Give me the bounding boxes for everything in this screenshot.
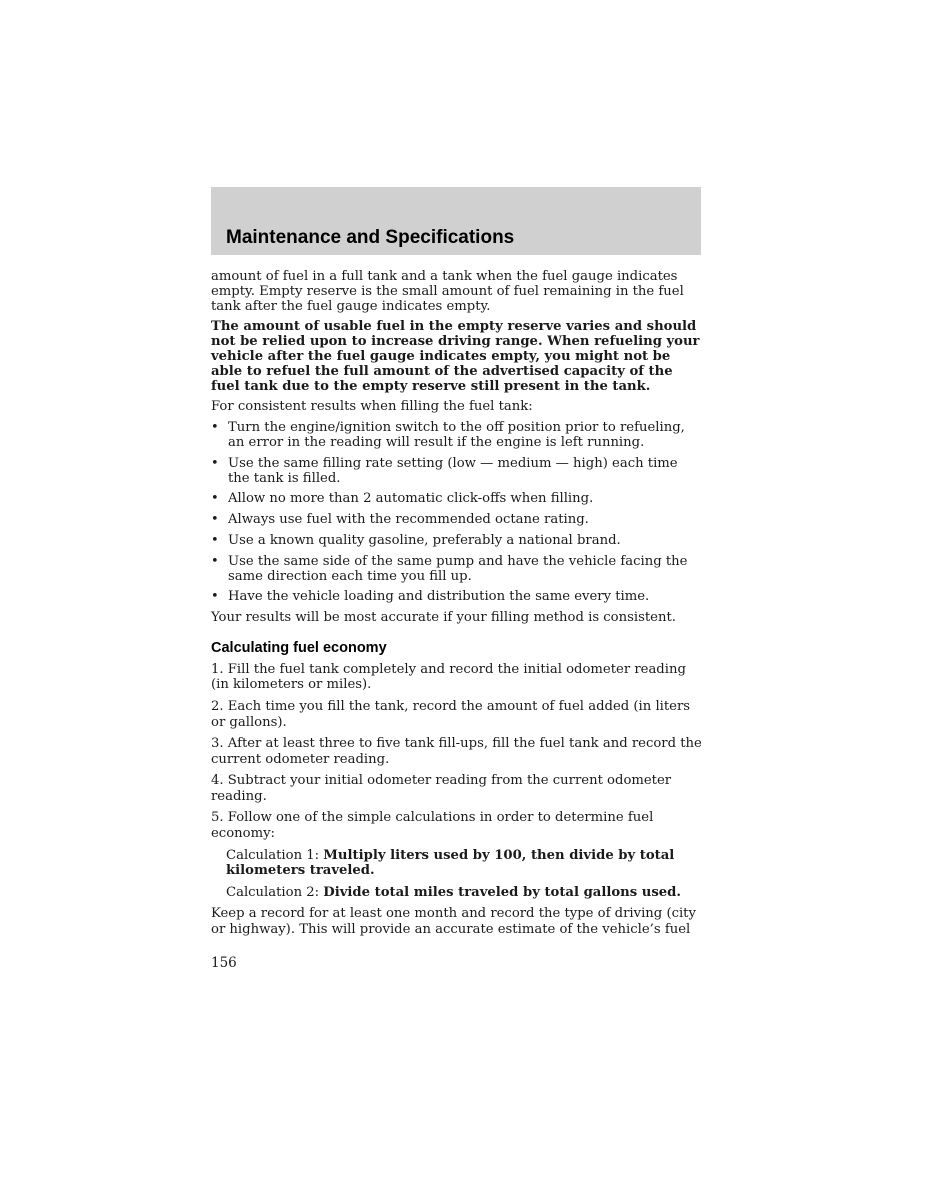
list-item-text: Turn the engine/ignition switch to the off position prior to refueling, an error in the reading will result if the engine is left running.	[228, 420, 685, 450]
list-item-text: Allow no more than 2 automatic click-offs when filling.	[228, 491, 594, 507]
list-item-text: Use the same side of the same pump and have the vehicle facing the same direction each time you fill up.	[228, 553, 688, 584]
calculation-steps	[211, 662, 703, 842]
calculation-1	[211, 848, 703, 879]
list-item	[211, 492, 703, 507]
section-title: Maintenance and Specifications	[226, 227, 515, 248]
subsection-heading: Calculating fuel economy	[211, 639, 387, 656]
calculation-1-label: Calculation 1:	[226, 847, 324, 863]
intro-continuation: amount of fuel in a full tank and a tank when the fuel gauge indicates empty. Empty reserve is the small amount of fuel remaining in the fuel tank after the fuel gauge indicates empty.	[211, 269, 684, 314]
section-header-band	[211, 187, 701, 255]
page-number: 156	[211, 955, 237, 971]
bullet-icon: •	[211, 455, 219, 471]
results-note: Your results will be most accurate if your filling method is consistent.	[211, 610, 676, 626]
calculation-2-text: Divide total miles traveled by total gallons used.	[323, 884, 681, 900]
list-item	[211, 534, 703, 549]
step-item: 5. Follow one of the simple calculations in order to determine fuel economy:	[211, 810, 654, 842]
fueling-tips-list	[211, 421, 703, 605]
list-item	[211, 421, 703, 451]
empty-reserve-warning: The amount of usable fuel in the empty reserve varies and should not be relied upon to increase driving range. When refueling your vehicle after the fuel gauge indicates empty, you might not be able to refuel the full amount of the advertised capacity of the fuel tank due to the empty reserve still present in the tank.	[211, 319, 700, 394]
step-item: 3. After at least three to five tank fill-ups, fill the fuel tank and record the current odometer reading.	[211, 736, 702, 767]
bullet-icon: •	[211, 589, 219, 605]
list-item-text: Use a known quality gasoline, preferably a national brand.	[228, 532, 621, 548]
bullet-icon: •	[211, 553, 219, 569]
bullet-icon: •	[211, 420, 219, 436]
bullet-icon: •	[211, 532, 219, 548]
closing-paragraph: Keep a record for at least one month and record the type of driving (city or highway). This will provide an accurate estimate of the vehicle’s fuel	[211, 906, 696, 938]
bullet-icon: •	[211, 512, 219, 528]
list-item	[211, 513, 703, 528]
list-item-text: Have the vehicle loading and distribution the same every time.	[228, 589, 650, 605]
list-item-text: Always use fuel with the recommended octane rating.	[228, 512, 589, 528]
calculation-1-text: Multiply liters used by 100, then divide by total kilometers traveled.	[226, 847, 675, 879]
bullet-icon: •	[211, 491, 219, 507]
step-item: 1. Fill the fuel tank completely and record the initial odometer reading (in kilometers or miles).	[211, 661, 686, 693]
consistent-results-lead: For consistent results when filling the fuel tank:	[211, 399, 533, 415]
list-item	[211, 555, 703, 585]
list-item	[211, 457, 703, 487]
step-item: 2. Each time you fill the tank, record the amount of fuel added (in liters or gallons).	[211, 698, 691, 730]
list-item	[211, 590, 703, 605]
calculation-2-label: Calculation 2:	[226, 884, 324, 900]
list-item-text: Use the same filling rate setting (low — medium — high) each time the tank is filled.	[228, 455, 678, 486]
calculation-2	[211, 885, 703, 901]
step-item: 4. Subtract your initial odometer reading from the current odometer reading.	[211, 773, 672, 804]
page-content	[211, 270, 703, 944]
